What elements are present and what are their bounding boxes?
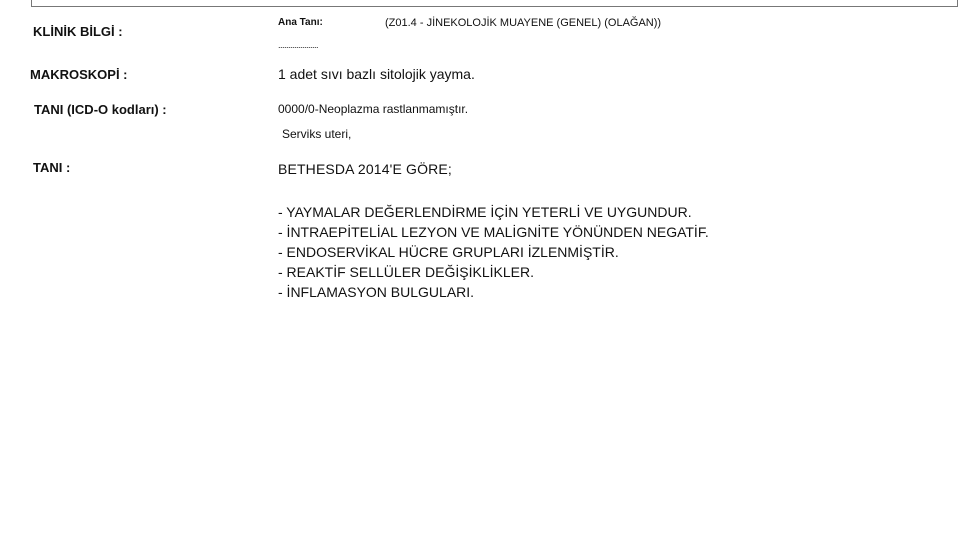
tani-icd-code: 0000/0-Neoplazma rastlanmamıştır. xyxy=(278,102,469,116)
tani-item: - İNFLAMASYON BULGULARI. xyxy=(278,284,475,300)
klinik-bilgi-label: KLİNİK BİLGİ : xyxy=(33,24,123,39)
tani-item: - ENDOSERVİKAL HÜCRE GRUPLARI İZLENMİŞTİR. xyxy=(278,244,619,260)
ana-tani-label: Ana Tanı: xyxy=(278,17,323,28)
tani-heading: BETHESDA 2014'E GÖRE; xyxy=(278,161,452,177)
tani-item: - İNTRAEPİTELİAL LEZYON VE MALİGNİTE YÖNÜNDEN NEGATİF. xyxy=(278,224,709,240)
tani-label: TANI : xyxy=(33,160,71,175)
makroskopi-label: MAKROSKOPİ : xyxy=(30,67,128,82)
tani-item: - REAKTİF SELLÜLER DEĞİŞİKLİKLER. xyxy=(278,264,534,280)
tani-icd-label: TANI (ICD-O kodları) : xyxy=(34,102,167,117)
report-frame xyxy=(31,0,958,7)
ana-tani-value: (Z01.4 - JİNEKOLOJİK MUAYENE (GENEL) (OLAĞAN)) xyxy=(385,17,662,29)
tani-items-list xyxy=(278,202,709,302)
makroskopi-value: 1 adet sıvı bazlı sitolojik yayma. xyxy=(278,66,475,82)
ana-tani-dots: .................... xyxy=(278,40,319,50)
tani-item: - YAYMALAR DEĞERLENDİRME İÇİN YETERLİ VE UYGUNDUR. xyxy=(278,204,692,220)
tani-icd-site: Serviks uteri, xyxy=(282,127,352,141)
